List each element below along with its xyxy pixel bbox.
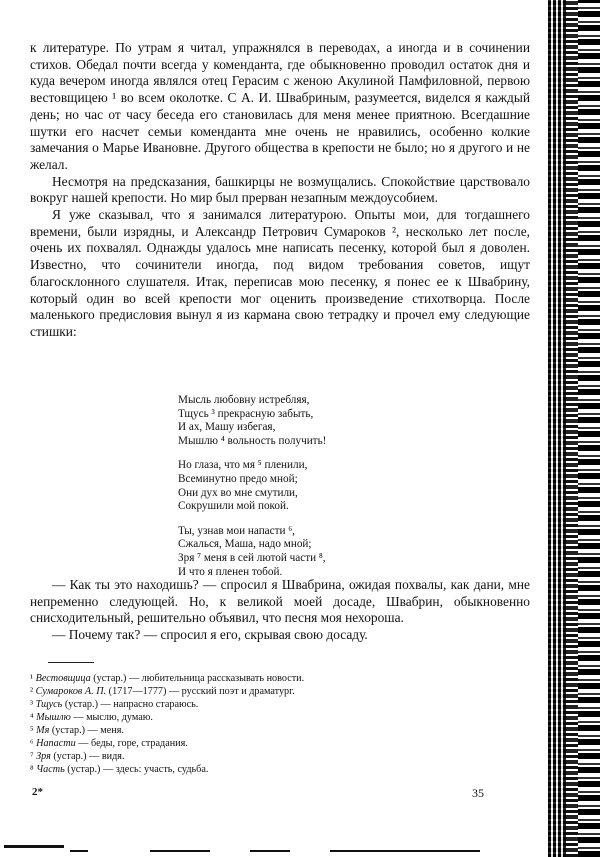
footnote-term: Мышлю <box>36 712 71 723</box>
poem-line: Мышлю ⁴ вольность получить! <box>178 434 327 447</box>
poem-line: И что я пленен тобой. <box>178 565 283 578</box>
footnote-2 <box>30 685 450 698</box>
footnote-8 <box>30 763 450 776</box>
dialogue-paragraph-1: — Как ты это находишь? — спросил я Швабрина, ожидая похвалы, как дани, мне непременно следующей. Но, к великой моей досаде, Швабрин, обыкновенно снисходительный, решительно объявил, что песня моя нехороша. <box>30 577 530 626</box>
footnote-text: (устар.) — любительница рассказывать новости. <box>90 673 305 684</box>
footnote-mark: ⁶ <box>30 738 34 749</box>
poem-stanza-1 <box>178 394 478 448</box>
poem-line: Сокрушили мой покой. <box>178 500 289 513</box>
footnote-term: Тщусь <box>35 699 63 710</box>
footnote-mark: ² <box>30 686 34 697</box>
scan-edge-shadow <box>548 0 600 857</box>
poem-line: Они дух во мне смутили, <box>178 486 298 499</box>
poem-line: Всеминутно предо мной; <box>178 472 298 485</box>
footnote-text: (устар.) — меня. <box>49 725 124 736</box>
footnote-mark: ⁴ <box>30 712 34 723</box>
footnote-7 <box>30 750 450 763</box>
poem-stanza-2 <box>178 459 478 513</box>
footnote-1 <box>30 672 450 685</box>
footnote-term: Зря <box>36 751 51 762</box>
footnote-term: Сумароков А. П. <box>35 686 107 697</box>
scan-artifact-dash <box>70 850 88 852</box>
footnote-text: (устар.) — здесь: участь, судьба. <box>64 764 209 775</box>
footnote-mark: ⁷ <box>30 751 34 762</box>
main-text <box>30 40 530 341</box>
poem-line: Тщусь ³ прекрасную забыть, <box>178 407 314 420</box>
poem-line: Сжалься, Маша, надо мной; <box>178 538 312 551</box>
footnote-6 <box>30 737 450 750</box>
poem-line: Мысль любовну истребляя, <box>178 394 310 406</box>
footnote-divider <box>48 662 94 663</box>
paragraph-2: Несмотря на предсказания, башкирцы не возмущались. Спокойствие царствовало вокруг нашей крепости. Но мир был прерван незапным междоусобием. <box>30 173 530 206</box>
footnote-mark: ⁵ <box>30 725 34 736</box>
footnote-mark: ¹ <box>30 673 34 684</box>
footnote-4 <box>30 711 450 724</box>
scan-artifact-dash <box>150 850 210 852</box>
dialogue-text <box>30 577 530 644</box>
footnote-term: Напасти <box>36 738 76 749</box>
scan-artifact-dash <box>250 850 290 852</box>
poem-line: Но глаза, что мя ⁵ пленили, <box>178 459 308 472</box>
footnote-text: (устар.) — видя. <box>50 751 125 762</box>
poem <box>178 394 478 590</box>
footnote-text: — мыслю, думаю. <box>70 712 153 723</box>
paragraph-1: к литературе. По утрам я читал, упражнялся в переводах, а иногда и в сочинении стихов. Обедал почти всегда у коменданта, где обыкновенно проводил остаток дня и куда вечером иногда являлся отец Герасим с женою Акулиной Памфиловной, первою вестовщицею ¹ во всем околотке. С А. И. Швабриным, разумеется, виделся я каждый день; но час от часу беседа его становилась для меня менее приятною. Всегдашние шутки его насчет семьи коменданта мне очень не нравились, особенно колкие замечания о Марье Ивановне. Другого общества в крепости не было; но я другого и не желал. <box>30 40 530 172</box>
poem-line: Зря ⁷ меня в сей лютой части ⁸, <box>178 551 326 564</box>
paragraph-3: Я уже сказывал, что я занимался литературою. Опыты мои, для тогдашнего времени, были изрядны, и Александр Петрович Сумароков ², несколько лет после, очень их похвалял. Однажды удалось мне написать песенку, которой был я доволен. Известно, что сочинители иногда, под видом требования советов, ищут благосклонного слушателя. Итак, переписав мою песенку, я понес ее к Швабрину, который один во всей крепости мог оценить произведение стихотворца. После маленького предисловия вынул я из кармана свою тетрадку и прочел ему следующие стишки: <box>30 207 530 339</box>
dialogue-paragraph-2: — Почему так? — спросил я его, скрывая свою досаду. <box>52 627 368 643</box>
page-number: 35 <box>472 786 484 800</box>
footnote-term: Мя <box>36 725 50 736</box>
footnote-term: Часть <box>36 764 65 775</box>
footnote-mark: ³ <box>30 699 34 710</box>
footnote-5 <box>30 724 450 737</box>
footnote-text: (1717—1777) — русский поэт и драматург. <box>106 686 295 697</box>
scan-artifact-dash <box>330 850 480 852</box>
footnotes <box>30 672 450 776</box>
poem-line: Ты, узнав мои напасти ⁶, <box>178 524 295 537</box>
footnote-3 <box>30 698 450 711</box>
scan-artifact-line <box>4 845 64 848</box>
footnote-term: Вестовщица <box>35 673 91 684</box>
poem-line: И ах, Машу избегая, <box>178 421 276 434</box>
printer-signature-mark: 2* <box>32 786 43 798</box>
poem-stanza-3 <box>178 525 478 579</box>
footnote-mark: ⁸ <box>30 764 34 775</box>
footnote-text: — беды, горе, страдания. <box>75 738 188 749</box>
footnote-text: (устар.) — напрасно стараюсь. <box>62 699 199 710</box>
